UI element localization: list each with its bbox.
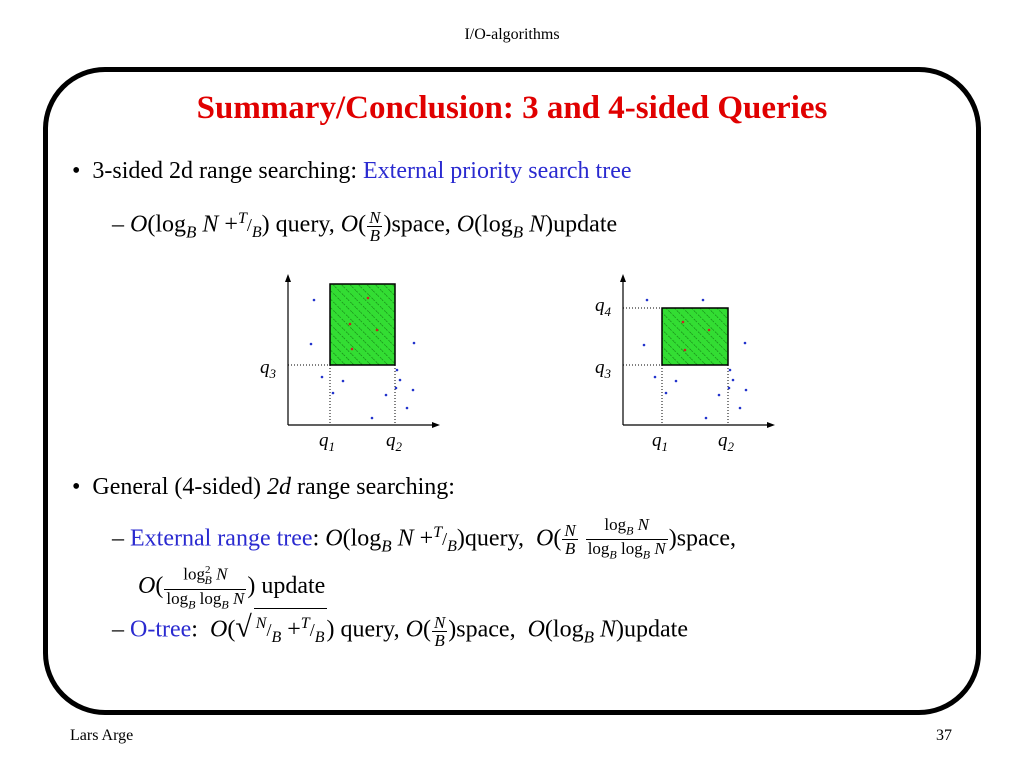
query-region (662, 308, 728, 365)
update-label: update (553, 211, 618, 238)
bullet-3-sided-text: 3-sided 2d range searching: (92, 158, 363, 184)
q3-label: $q_3$ (595, 357, 611, 381)
bullet-3-sided-bounds: – $O(\log_B$ $N +^T/_B$) query, O( $\frac{N}{B}$ )space, $O(\log_B$ N)update (112, 207, 618, 245)
o-tree-link[interactable]: O-tree (130, 616, 192, 643)
space-label: space, (391, 211, 451, 238)
slide-header: I/O-algorithms (464, 26, 560, 43)
bullet-4-sided-suffix: range searching: (291, 474, 455, 500)
bullet-dot: • (72, 474, 81, 500)
o-tree-update-label: update (624, 616, 688, 643)
o-tree-space-label: space, (456, 616, 516, 643)
bullet-3-sided (72, 156, 632, 186)
bullet-4-sided-2d: 2d (267, 474, 291, 500)
ert-query-label: query, (464, 525, 524, 552)
external-range-tree-link[interactable]: External range tree (130, 525, 313, 552)
q2-label: $q_2$ (386, 430, 402, 454)
ert-update-label: update (255, 573, 326, 600)
o-tree-colon: : (191, 616, 198, 643)
bullet-4-sided (72, 472, 455, 502)
footer-page-number: 37 (936, 727, 952, 744)
q3-label: $q_3$ (260, 357, 276, 381)
bullet-dot: • (72, 158, 81, 184)
bullet-4-sided-prefix: General (4-sided) (92, 474, 267, 500)
q1-label: $q_1$ (319, 430, 335, 454)
query-region (330, 284, 395, 365)
external-range-tree-update-line: O( $\frac{\log^2_B N}{\log_B \log_B N}$ ) update (138, 564, 326, 612)
ert-space-label: space, (676, 525, 736, 552)
slide-title: Summary/Conclusion: 3 and 4-sided Queries (196, 90, 828, 126)
q1-label: $q_1$ (652, 430, 668, 454)
ert-colon: : (312, 525, 320, 552)
three-sided-query-figure (250, 270, 440, 460)
external-priority-search-tree-link[interactable]: External priority search tree (362, 158, 632, 184)
external-range-tree-line: – External range tree: $O(\log_B$ $N +^T/_B)query$, O( $\frac{N}{B}$ $\frac{\log_B N}{\log_B \log_B N}$ )space, (112, 515, 736, 562)
query-label: query, (269, 211, 335, 238)
footer-author: Lars Arge (70, 727, 134, 744)
o-tree-query-label: query, (334, 616, 400, 643)
q2-label: $q_2$ (718, 430, 734, 454)
q4-label: $q_4$ (595, 295, 611, 319)
four-sided-query-figure (585, 270, 775, 460)
o-tree-line: – O-tree: O(√ $^N/_B +^T/_B$) query, O( $\frac{N}{B}$ )space, $O(\log_B$ N)update (112, 608, 688, 653)
